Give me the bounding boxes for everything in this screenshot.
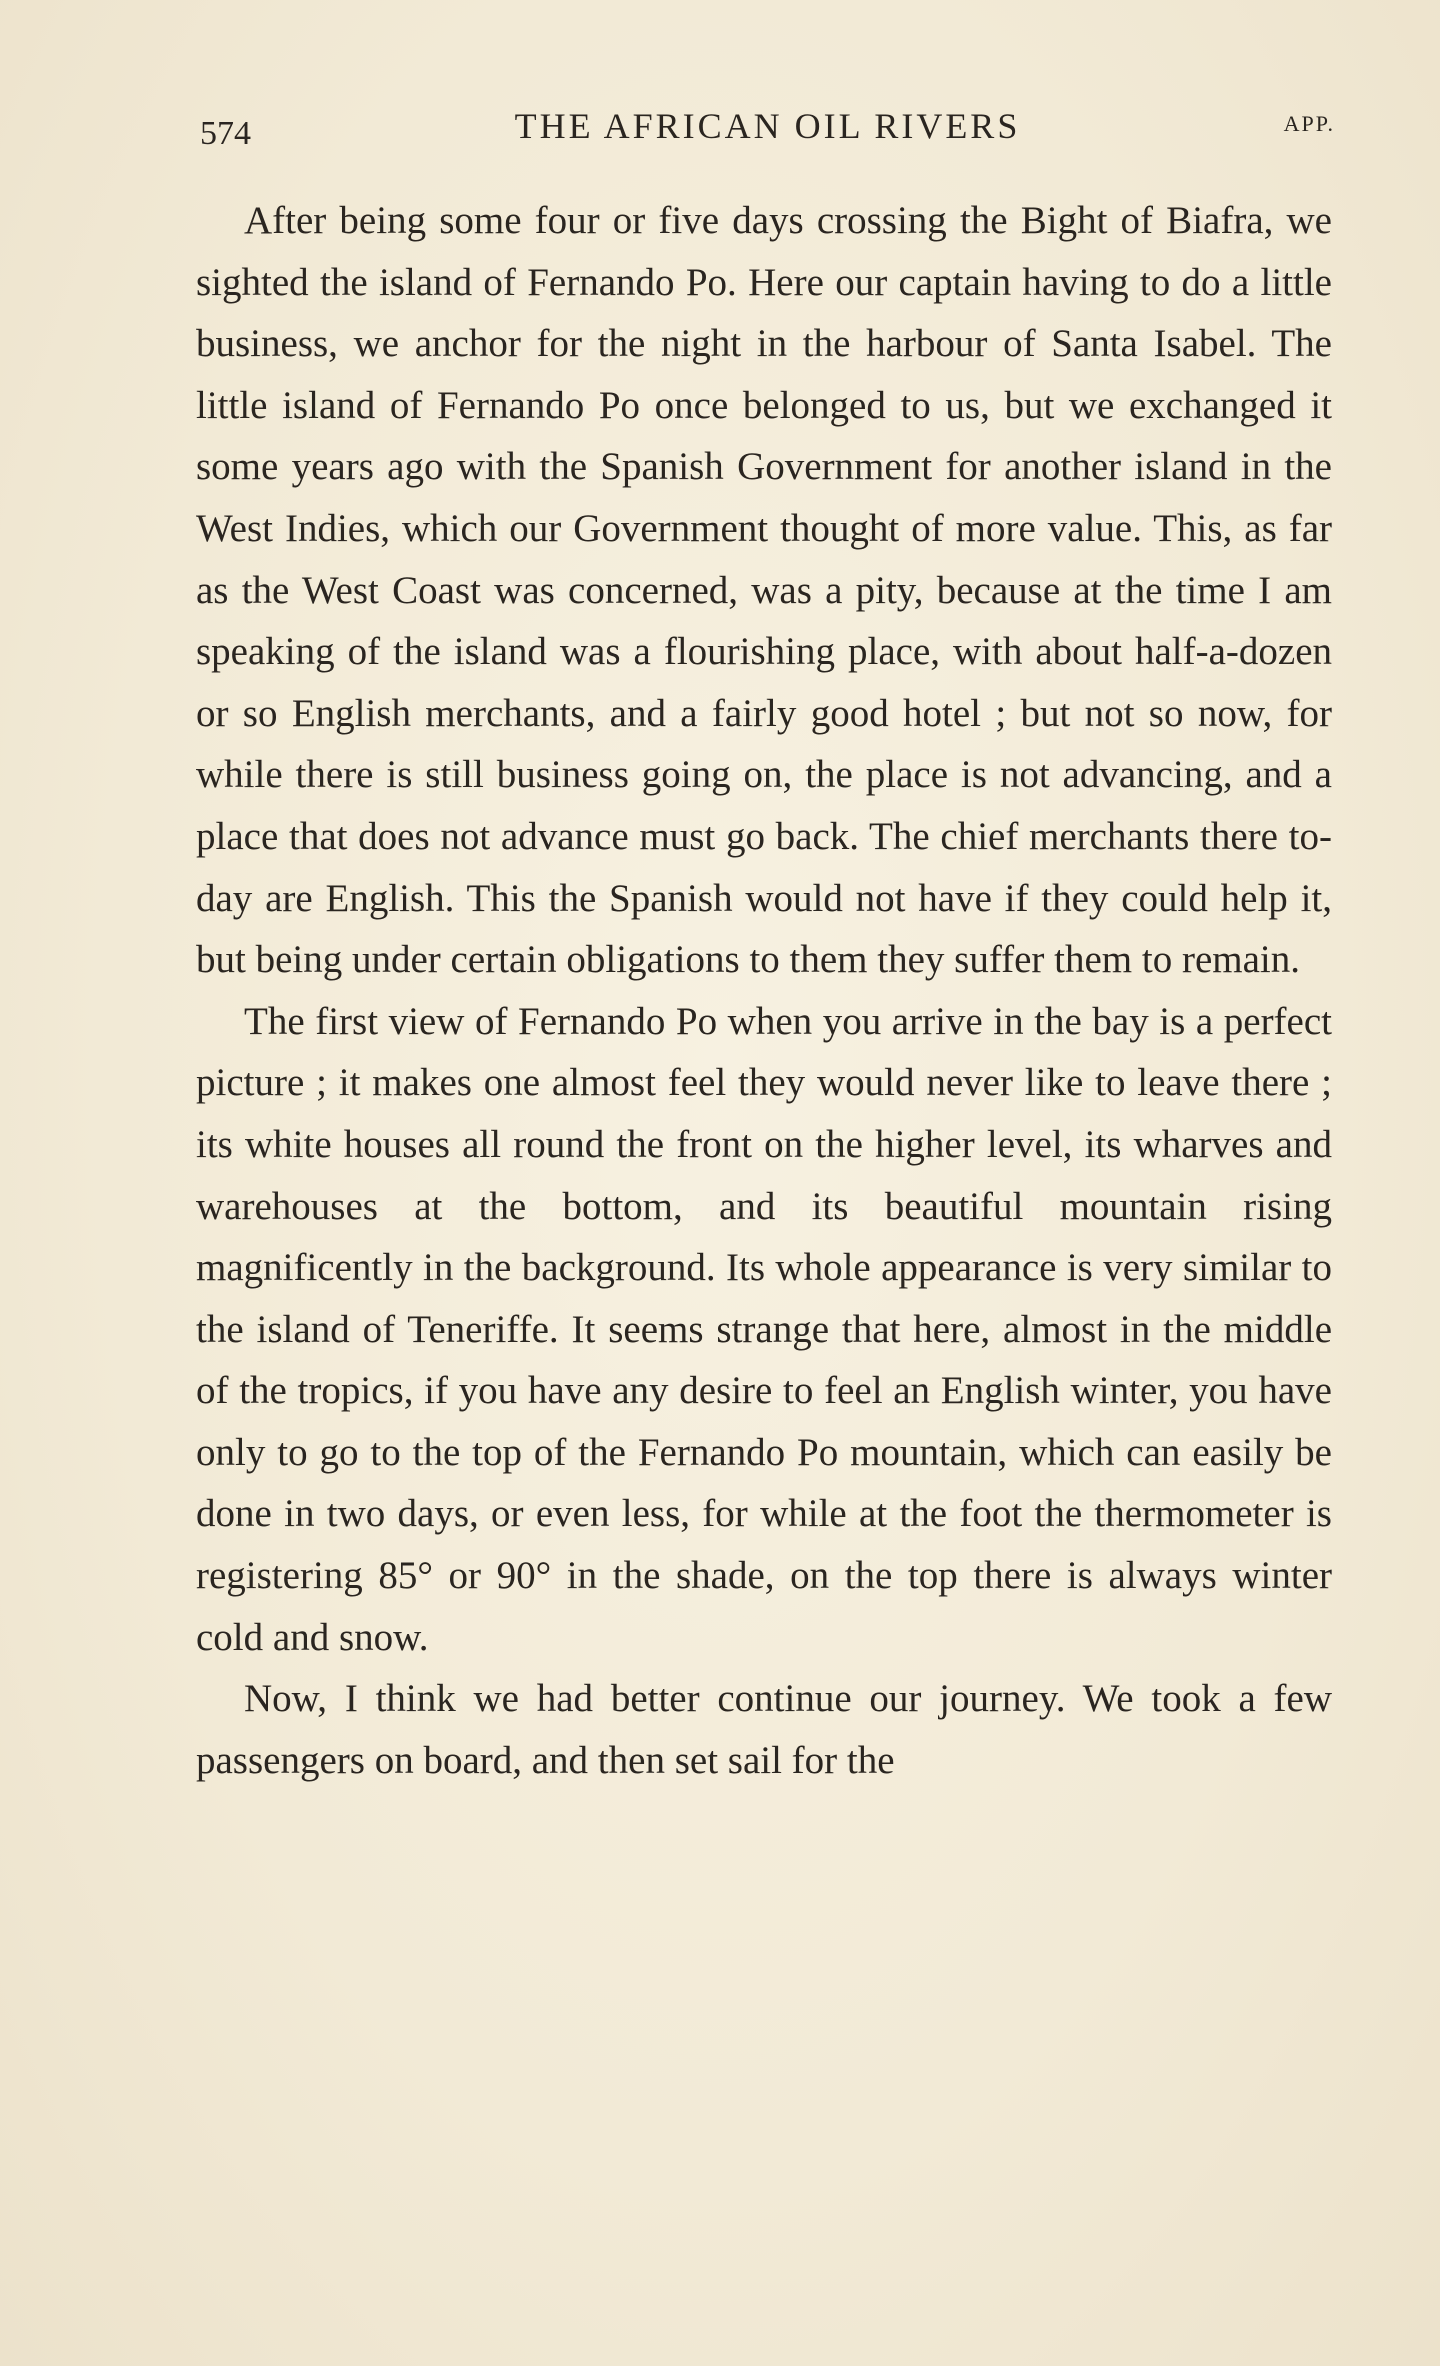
page-number: 574 — [200, 115, 251, 152]
running-title: THE AFRICAN OIL RIVERS — [514, 106, 1021, 146]
body-text — [196, 190, 1332, 1791]
paragraph-fernando-po-arrival: After being some four or five days crossing the Bight of Biafra, we sighted the island of Fernando Po. Here our captain having to do a little business, we anchor for the night in the harbour of Santa Isabel. The little island of Fernando Po once belonged to us, but we exchanged it some years ago with the Spanish Government for another island in the West Indies, which our Government thought of more value. This, as far as the West Coast was concerned, was a pity, because at the time I am speaking of the island was a flourishing place, with about half-a-dozen or so English merchants, and a fairly good hotel ; but not so now, for while there is still business going on, the place is not advancing, and a place that does not advance must go back. The chief merchants there to-day are English. This the Spanish would not have if they could help it, but being under certain obligations to them they suffer them to remain. — [196, 199, 1332, 982]
running-section: APP. — [1283, 111, 1335, 136]
running-head — [200, 105, 1335, 155]
paragraph-first-view: The first view of Fernando Po when you arrive in the bay is a perfect picture ; it makes one almost feel they would never like to leave there ; its white houses all round the front on the higher level, its wharves and warehouses at the bottom, and its beautiful mountain rising magnificently in the background. Its whole appearance is very similar to the island of Teneriffe. It seems strange that here, almost in the middle of the tropics, if you have any desire to feel an English winter, you have only to go to the top of the Fernando Po mountain, which can easily be done in two days, or even less, for while at the foot the thermometer is registering 85° or 90° in the shade, on the top there is always winter cold and snow. — [196, 999, 1332, 1659]
paragraph-continue-journey: Now, I think we had better continue our journey. We took a few passengers on board, and then set sail for the — [196, 1677, 1332, 1782]
